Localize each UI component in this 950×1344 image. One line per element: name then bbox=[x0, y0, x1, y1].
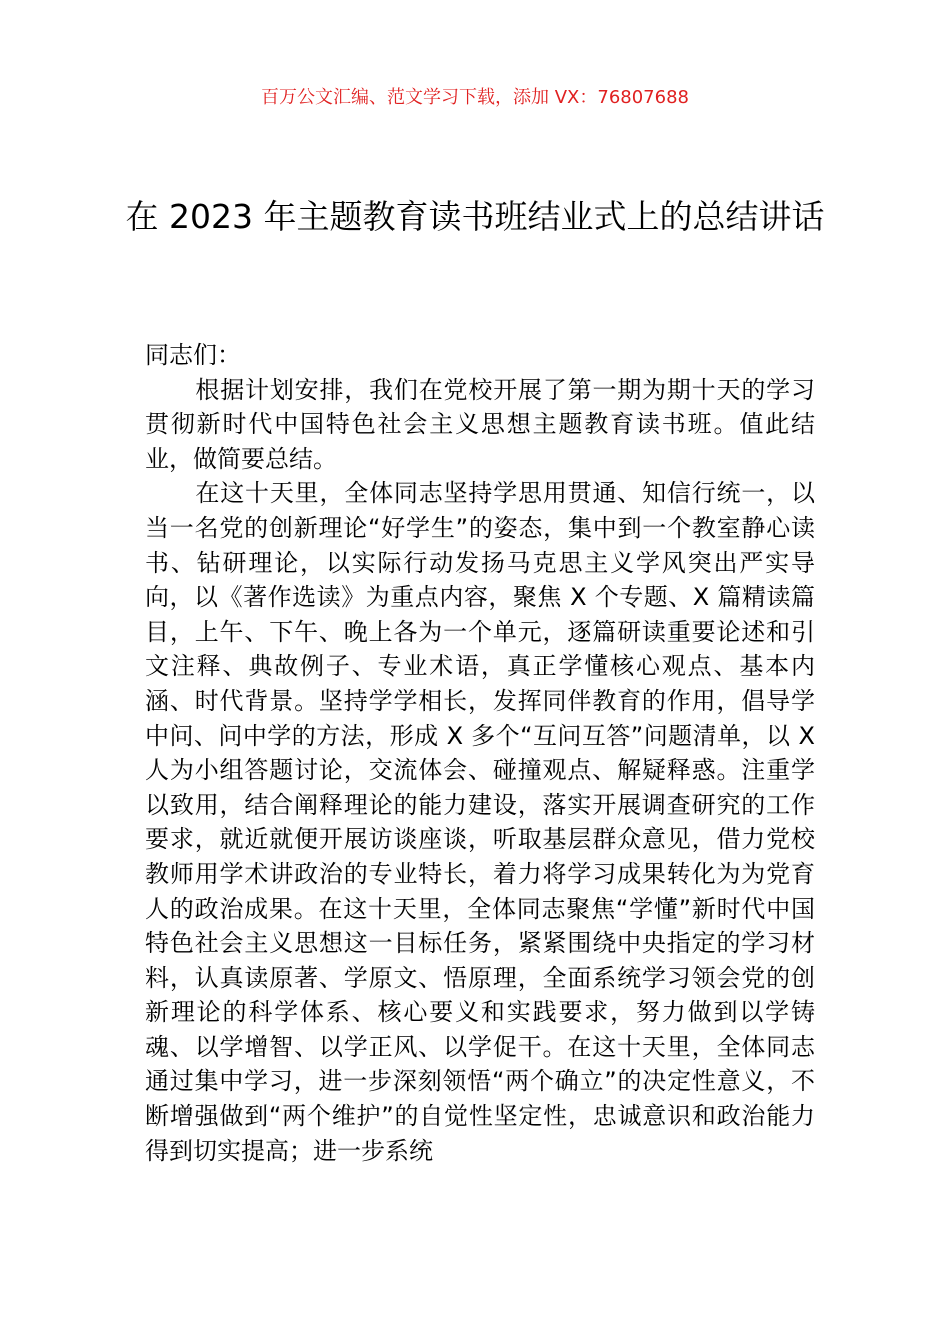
document-body bbox=[145, 338, 815, 1168]
document-title: 在 2023 年主题教育读书班结业式上的总结讲话 bbox=[125, 197, 825, 236]
watermark-header: 百万公文汇编、范文学习下载，添加 VX：76807688 bbox=[261, 87, 689, 108]
salutation: 同志们： bbox=[145, 341, 241, 369]
paragraph-1: 根据计划安排，我们在党校开展了第一期为期十天的学习贯彻新时代中国特色社会主义思想主题教育读书班。值此结业，做简要总结。 bbox=[145, 375, 815, 473]
paragraph-2: 在这十天里，全体同志坚持学思用贯通、知信行统一，以当一名党的创新理论“好学生”的姿态，集中到一个教室静心读书、钻研理论，以实际行动发扬马克思主义学风突出严实导向，以《著作选读》为重点内容，聚焦 X 个专题、X 篇精读篇目，上午、下午、晚上各为一个单元，逐篇研读重要论述和引文注释、典故例子、专业术语，真正学懂核心观点、基本内涵、时代背景。坚持学学相长，发挥同伴教育的作用，倡导学中问、问中学的方法，形成 X 多个“互问互答”问题清单，以 X 人为小组答题讨论，交流体会、碰撞观点、解疑释惑。注重学以致用，结合阐释理论的能力建设，落实开展调查研究的工作要求，就近就便开展访谈座谈，听取基层群众意见，借力党校教师用学术讲政治的专业特长，着力将学习成果转化为为党育人的政治成果。在这十天里，全体同志聚焦“学懂”新时代中国特色社会主义思想这一目标任务，紧紧围绕中央指定的学习材料，认真读原著、学原文、悟原理，全面系统学习领会党的创新理论的科学体系、核心要义和实践要求，努力做到以学铸魂、以学增智、以学正风、以学促干。在这十天里，全体同志通过集中学习，进一步深刻领悟“两个确立”的决定性意义，不断增强做到“两个维护”的自觉性坚定性，忠诚意识和政治能力得到切实提高；进一步系统 bbox=[145, 479, 815, 1165]
